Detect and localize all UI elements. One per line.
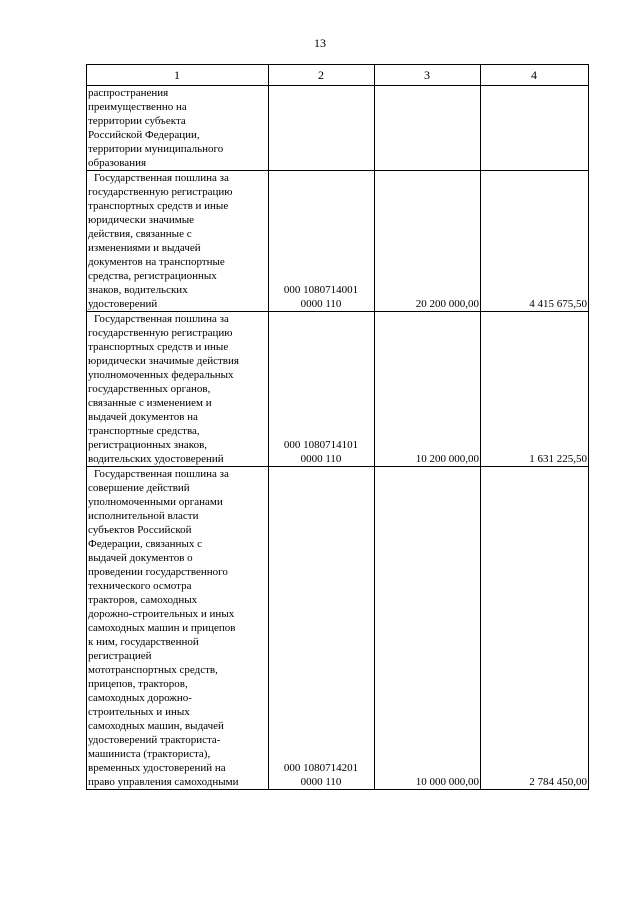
row-fact-cell	[481, 312, 589, 467]
revenue-table	[86, 64, 589, 790]
header-col-2: 2	[269, 65, 375, 86]
header-col-1: 1	[87, 65, 269, 86]
row-plan: 10 200 000,00	[415, 453, 479, 465]
table-row	[87, 171, 589, 312]
row-code-cell	[269, 467, 375, 790]
row-plan-cell	[375, 86, 481, 171]
row-plan-cell	[375, 467, 481, 790]
page-number: 13	[314, 36, 326, 50]
row-name: Государственная пошлина за государственную регистрацию транспортных средств и иные юридически значимые действия уполномоченных федеральных государственных органов, связанные с изменением и выдачей документов на транспортные средства, регистрационных знаков, водительских удостоверений	[88, 313, 239, 465]
row-code-cell	[269, 86, 375, 171]
row-fact-cell	[481, 86, 589, 171]
row-code-cell	[269, 171, 375, 312]
row-name-cell	[87, 171, 269, 312]
row-fact: 2 784 450,00	[529, 776, 587, 788]
row-fact: 4 415 675,50	[529, 298, 587, 310]
row-fact: 1 631 225,50	[529, 453, 587, 465]
row-plan-cell	[375, 312, 481, 467]
row-name: Государственная пошлина за государственную регистрацию транспортных средств и иные юридически значимые действия, связанные с изменениями и выдачей документов на транспортные средства, регистрационных знаков, водительских удостоверений	[88, 172, 233, 310]
row-name-cell	[87, 312, 269, 467]
header-col-3: 3	[375, 65, 481, 86]
row-fact-cell	[481, 467, 589, 790]
row-plan-cell	[375, 171, 481, 312]
header-col-4: 4	[481, 65, 589, 86]
row-plan: 10 000 000,00	[415, 776, 479, 788]
row-name: Государственная пошлина за совершение действий уполномоченными органами исполнительной власти субъектов Российской Федерации, связанных с выдачей документов о проведении государственного технического осмотра тракторов, самоходных дорожно-строительных и иных самоходных машин и прицепов к ним, государственной регистрацией мототранспортных средств, прицепов, тракторов, самоходных дорожно- строительных и иных самоходных машин, выдачей удостоверений тракториста- машиниста (тракториста), временных удостоверений на право управления самоходными	[88, 468, 239, 788]
row-name: распространения преимущественно на территории субъекта Российской Федерации, территории муниципального образования	[88, 87, 224, 169]
row-fact-cell	[481, 171, 589, 312]
row-code: 000 1080714201 0000 110	[283, 762, 359, 788]
table-row	[87, 86, 589, 171]
row-name-cell	[87, 86, 269, 171]
row-plan: 20 200 000,00	[415, 298, 479, 310]
table-row	[87, 467, 589, 790]
row-code: 000 1080714101 0000 110	[283, 439, 359, 465]
row-name-cell	[87, 467, 269, 790]
table-header-row	[87, 65, 589, 86]
row-code: 000 1080714001 0000 110	[283, 284, 359, 310]
table-row	[87, 312, 589, 467]
row-code-cell	[269, 312, 375, 467]
